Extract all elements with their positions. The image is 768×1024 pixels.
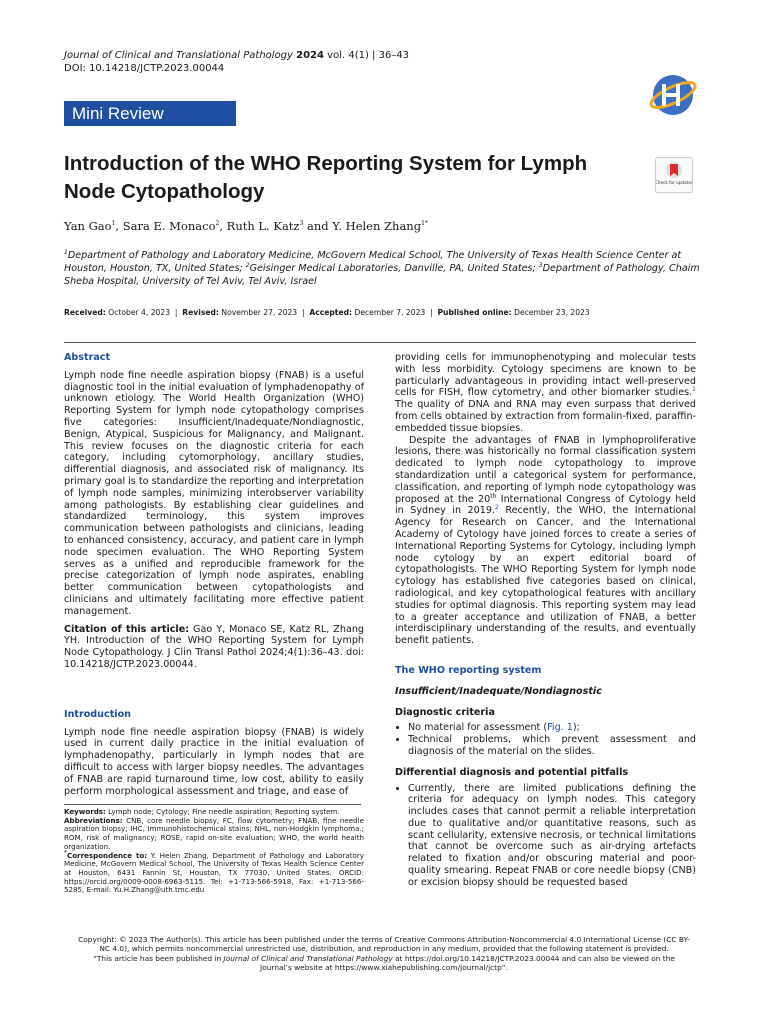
article-type-badge: Mini Review [64,101,236,126]
author-name: Ruth L. Katz [226,219,300,233]
crossmark-button[interactable] [655,157,693,193]
subsection-heading: Diagnostic criteria [395,706,495,718]
doi: DOI: 10.14218/JCTP.2023.00044 [64,63,225,74]
divider [64,342,696,343]
journal-header [64,49,409,75]
criteria-list [395,722,696,757]
affiliations: $^1$Department of Pathology and Laboratory Medicine, McGovern Medical School, The University of Texas Health Science Center at Houston, Houston, TX, United States; $^2$Geisinger Medical Laboratories, Danville, PA, United States; $^3$Department of Pathology, Chaim Sheba Hospital, University of Tel Aviv, Tel Aviv, Israel [64,248,700,287]
volume-pages: vol. 4(1) | 36–43 [327,50,410,61]
author-list: Yan Gao$^1$, Sara E. Monaco$^2$, Ruth L. Katz$^3$ and Y. Helen Zhang$^{1*}$ [64,219,428,233]
journal-year: 2024 [296,50,324,61]
paragraph: providing cells for immunophenotyping and molecular tests with less morbidity. Cytology specimens are known to be particularly advantageous in providing intact well-preserved cells for FISH, flow cytometry, and other biomarker studies.$^1$ The quality of DNA and RNA may even surpass that derived from cells obtained by extraction from formalin-fixed, paraffin-embedded tissue biopsies. [395,352,696,434]
introduction-text: Lymph node fine needle aspiration biopsy (FNAB) is widely used in current daily practice in the initial evaluation of lymphadenopathy, particularly in lymph nodes that are difficult to access with larger biopsy needles. The advantages of FNAB are rapid turnaround time, low cost, ability to easily perform morphological assessment and triage, and ease of [64,726,364,797]
publisher-logo-icon [648,70,698,120]
crossmark-icon [656,158,692,192]
journal-name: Journal of Clinical and Translational Pathology [64,50,293,61]
author-name: Sara E. Monaco [122,219,216,233]
introduction-heading: Introduction [64,708,131,720]
reference-link[interactable]: 1 [692,386,696,394]
author-name: Y. Helen Zhang [332,219,422,233]
author-name: Yan Gao [64,219,112,233]
abbreviations: Abbreviations: CNB, core needle biopsy; FC, flow cytometry; FNAB, fine needle aspiration biopsy; IHC, Immunohistochemical stains; NHL, non-Hodgkin lymphoma.; ROM, risk of malignancy; ROSE, rapid on-site evaluation; WHO, the world health organization. [64,815,364,851]
footnote-divider [64,804,361,805]
keywords: Keywords: Lymph node; Cytology; Fine needle aspiration; Reporting system. [64,807,340,816]
left-column [64,352,364,797]
abstract-text: Lymph node fine needle aspiration biopsy (FNAB) is a useful diagnostic tool in the initial evaluation of lymphadenopathy of unknown etiology. The World Health Organization (WHO) Reporting System for lymph node cytopathology comprises five categories: Insufficient/Inadequate/Nondiagnostic, Benign, Atypical, Suspicious for Malignancy, and Malignant. This review focuses on the diagnostic criteria for each category, including cytomorphology, ancillary studies, differential diagnosis, and associated risk of malignancy. Its primary goal is to standardize the reporting and interpretation of lymph node samples, minimizing interobserver variability among pathologists. By establishing clear guidelines and standardized terminology, this system improves communication between pathologists and clinicians, leading to enhanced consistency, accuracy, and patient care in lymph node specimen evaluation. The WHO Reporting System serves as a unified and reproducible framework for the precise categorization of lymph node aspirates, enabling better communication between cytopathologists and clinicians and ultimately facilitating more effective patient management. [64,369,364,617]
abstract-heading: Abstract [64,352,111,363]
figure-link[interactable]: Fig. 1 [547,722,573,734]
pitfalls-list [395,783,696,889]
category-heading: Insufficient/Inadequate/Nondiagnostic [395,685,602,697]
paragraph: Despite the advantages of FNAB in lymphoproliferative lesions, there was historically no formal classification system dedicated to lymph node cytopathology to improve standardization until a categorical system for performance, classification, and reporting of lymph node cytopathology was proposed at the 20th International Congress of Cytology held in Sydney in 2019.$^2$ Recently, the WHO, the International Agency for Research on Cancer, and the International Academy of Cytology have joined forces to create a series of International Reporting Systems for Cytology, including lymph node cytology by an expert editorial board of cytopathologists. The WHO Reporting System for lymph node cytology has established five categories based on clinical, radiological, and key cytopathological features with ancillary studies for optimal diagnosis. This reporting system may lead to a greater acceptance and utilization of FNAB, a better interdisciplinary understanding of the results, and eventually benefit patients. [395,434,697,647]
footnotes [64,808,364,895]
citation: Citation of this article: Gao Y, Monaco SE, Katz RL, Zhang YH. Introduction of the WHO Reporting System for Lymph Node Cytopathology. J Clin Transl Pathol 2024;4(1):36–43. doi: 10.14218/JCTP.2023.00044. [64,623,364,670]
right-column [395,352,696,889]
correspondence: *Correspondence to: Y. Helen Zhang, Department of Pathology and Laboratory Medicine, McGovern Medical School, The University of Texas Health Science Center at Houston, 6431 Fannin St, Houston, TX 77030, United States. ORCID: https://orcid.org/0009-0008-6963-5115. Tel: +1-713-566-5918, Fax: +1-713-566-5285, E-mail: Yu.H.Zhang@uth.tmc.edu [64,849,365,895]
reference-link[interactable]: 2 [495,504,499,512]
list-item: • Currently, there are limited publications defining the criteria for adequacy on lymph nodes. This category includes cases that cannot permit a reliable interpretation due to qualitative and/or quantitative reasons, such as scant cellularity, extensive necrosis, or technical limitations that cannot be overcome such as air-drying artefacts related to fixation and/or obscuring material and poor-quality smearing. Repeat FNAB or core needle biopsy (CNB) or excision biopsy should be requested based [408,783,696,889]
list-item: • Technical problems, which prevent assessment and diagnosis of the material on the slides. [408,734,696,758]
article-title: Introduction of the WHO Reporting System for Lymph Node Cytopathology [64,152,588,203]
crossmark-label: Check for updates [656,180,692,185]
copyright-notice: Copyright: © 2023 The Author(s). This article has been published under the terms of Creative Commons Attribution-Noncommercial 4.0 International License (CC BY-NC 4.0), which permits noncommercial unrestricted use, distribution, and reproduction in any medium, provided that the following statement is provided. “This article has been published in Journal of Clinical and Translational Pathology at https://doi.org/10.14218/JCTP.2023.00044 and can also be viewed on the Journal’s website at https://www.xiahepublishing.com/journal/jctp”. [78,935,690,973]
subsection-heading: Differential diagnosis and potential pitfalls [395,766,629,778]
section-heading: The WHO reporting system [395,664,542,676]
article-dates: Received: October 4, 2023 | Revised: November 27, 2023 | Accepted: December 7, 2023 | Published online: December 23, 2023 [64,308,590,317]
list-item: • No material for assessment (Fig. 1); [408,722,696,734]
